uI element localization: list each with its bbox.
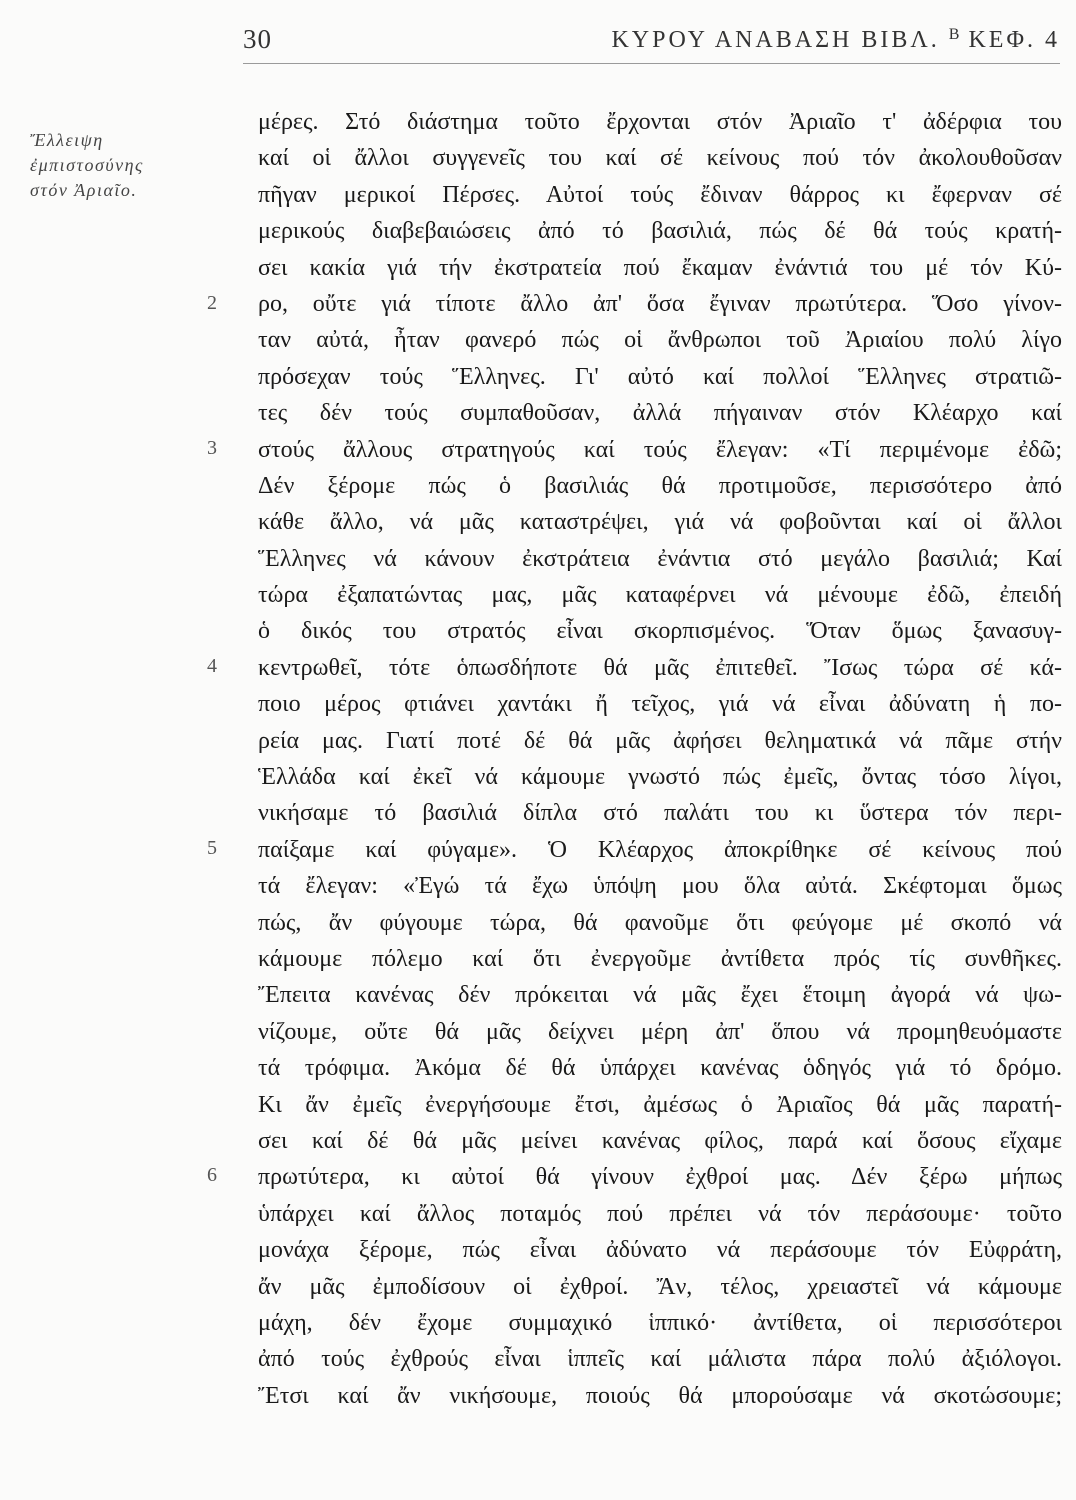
text-line: σει κακία γιά τήν ἐκστρατεία πού ἔκαμαν ἐνάντιά του μέ τόν Κύ- xyxy=(258,254,1062,281)
text-line: καί οἱ ἄλλοι συγγενεῖς του καί σέ κείνους πού τόν ἀκολουθοῦσαν xyxy=(258,145,1062,172)
text-line: ἄν μᾶς ἐμποδίσουν οἱ ἐχθροί. Ἄν, τέλος, χρειαστεῖ νά κάμουμε xyxy=(258,1273,1062,1300)
text-line: πώς, ἄν φύγουμε τώρα, θά φανοῦμε ὅτι φεύγομε μέ σκοπό νά xyxy=(258,909,1062,936)
text-line: στούς ἄλλους στρατηγούς καί τούς ἔλεγαν: «Τί περιμένομε ἐδῶ; xyxy=(258,436,1062,463)
text-line: τά ἔλεγαν: «Ἐγώ τά ἔχω ὑπόψη μου ὅλα αὐτά. Σκέφτομαι ὅμως xyxy=(258,873,1062,900)
text-line: Ἕλληνες νά κάνουν ἐκστράτεια ἐνάντια στό μεγάλο βασιλιά; Καί xyxy=(258,545,1062,572)
margin-note xyxy=(30,128,190,203)
header-rule xyxy=(243,63,1060,64)
page-header xyxy=(0,0,1076,70)
section-number: 2 xyxy=(207,292,217,314)
book-number: B xyxy=(948,26,960,43)
running-title-book: ΚΥΡΟΥ ΑΝΑΒΑΣΗ ΒΙΒΛ. xyxy=(611,27,940,53)
text-line: Δέν ξέρομε πώς ὁ βασιλιάς θά προτιμοῦσε, περισσότερο ἀπό xyxy=(258,472,1062,499)
text-line: πρωτύτερα, κι αὐτοί θά γίνουν ἐχθροί μας. Δέν ξέρω μήπως xyxy=(258,1164,1062,1191)
section-number: 3 xyxy=(207,437,217,459)
running-title-chapter: ΚΕΦ. 4 xyxy=(968,27,1060,53)
text-line: τες δέν τούς συμπαθοῦσαν, ἀλλά πήγαιναν στόν Κλέαρχο καί xyxy=(258,400,1062,427)
text-line: τά τρόφιμα. Ἀκόμα δέ θά ὑπάρχει κανένας ὁδηγός γιά τό δρόμο. xyxy=(258,1055,1062,1082)
text-line: νικήσαμε τό βασιλιά δίπλα στό παλάτι του κι ὕστερα τόν περι- xyxy=(258,800,1062,827)
text-line: μερικούς διαβεβαιώσεις ἀπό τό βασιλιά, πώς δέ θά τούς κρατή- xyxy=(258,218,1062,245)
text-line: κεντρωθεῖ, τότε ὁπωσδήποτε θά μᾶς ἐπιτεθεῖ. Ἴσως τώρα σέ κά- xyxy=(258,654,1062,681)
text-line: ἀπό τούς ἐχθρούς εἶναι ἱππεῖς καί μάλιστα πάρα πολύ ἀξιόλογοι. xyxy=(258,1346,1062,1373)
section-number: 5 xyxy=(207,837,217,859)
text-line: μέρες. Στό διάστημα τοῦτο ἔρχονται στόν Ἀριαῖο τ' ἀδέρφια του xyxy=(258,109,1062,135)
text-line: ταν αὐτά, ἦταν φανερό πώς οἱ ἄνθρωποι τοῦ Ἀριαίου πολύ λίγο xyxy=(258,327,1062,354)
text-line: ρο, οὔτε γιά τίποτε ἄλλο ἀπ' ὅσα ἔγιναν πρωτύτερα. Ὅσο γίνον- xyxy=(258,290,1062,317)
margin-note-line: Ἔλλειψη xyxy=(30,130,104,150)
text-line: μάχη, δέν ἔχομε συμμαχικό ἱππικό· ἀντίθετα, οἱ περισσότεροι xyxy=(258,1309,1062,1336)
text-line: τώρα ἐξαπατώντας μας, μᾶς καταφέρνει νά μένουμε ἐδῶ, ἐπειδή xyxy=(258,582,1062,609)
text-line: μονάχα ξέρομε, πώς εἶναι ἀδύνατο νά περάσουμε τόν Εὐφράτη, xyxy=(258,1237,1062,1264)
text-line: ὑπάρχει καί ἄλλος ποταμός πού πρέπει νά τόν περάσουμε· τοῦτο xyxy=(258,1200,1062,1227)
page-number: 30 xyxy=(243,24,272,54)
text-line: κάθε ἄλλο, νά μᾶς καταστρέψει, γιά νά φοβοῦνται καί οἱ ἄλλοι xyxy=(258,509,1062,536)
text-line: παίξαμε καί φύγαμε». Ὁ Κλέαρχος ἀποκρίθηκε σέ κείνους πού xyxy=(258,836,1062,863)
running-title xyxy=(611,26,1060,54)
section-number: 6 xyxy=(207,1164,217,1186)
text-line: ὁ δικός του στρατός εἶναι σκορπισμένος. Ὅταν ὅμως ξανασυγ- xyxy=(258,618,1062,645)
text-line: σει καί δέ θά μᾶς μείνει κανένας φίλος, παρά καί ὅσους εἴχαμε xyxy=(258,1127,1062,1154)
text-line: κάμουμε πόλεμο καί ὅτι ἐνεργοῦμε ἀντίθετα πρός τίς συνθῆκες. xyxy=(258,945,1062,972)
text-line: Κι ἄν ἐμεῖς ἐνεργήσουμε ἔτσι, ἀμέσως ὁ Ἀριαῖος θά μᾶς παρατή- xyxy=(258,1091,1062,1118)
text-line: ποιο μέρος φτιάνει χαντάκι ἤ τεῖχος, γιά νά εἶναι ἀδύνατη ἡ πο- xyxy=(258,691,1062,718)
text-line: πρόσεχαν τούς Ἕλληνες. Γι' αὐτό καί πολλοί Ἕλληνες στρατιῶ- xyxy=(258,363,1062,390)
text-line: νίζουμε, οὔτε θά μᾶς δείχνει μέρη ἀπ' ὅπου νά προμηθευόμαστε xyxy=(258,1018,1062,1045)
text-line: Ἔτσι καί ἄν νικήσουμε, ποιούς θά μπορούσαμε νά σκοτώσουμε; xyxy=(258,1382,1062,1409)
margin-note-line: ἐμπιστοσύνης xyxy=(30,155,144,175)
text-line: ρεία μας. Γιατί ποτέ δέ θά μᾶς ἀφήσει θεληματικά νά πᾶμε στήν xyxy=(258,727,1062,754)
body-text xyxy=(258,104,1062,1414)
text-line: πῆγαν μερικοί Πέρσες. Αὐτοί τούς ἔδιναν θάρρος κι ἔφερναν σέ xyxy=(258,181,1062,208)
text-line: Ἔπειτα κανένας δέν πρόκειται νά μᾶς ἔχει ἕτοιμη ἀγορά νά ψω- xyxy=(258,982,1062,1009)
text-line: Ἑλλάδα καί ἐκεῖ νά κάμουμε γνωστό πώς ἐμεῖς, ὄντας τόσο λίγοι, xyxy=(258,764,1062,791)
margin-note-line: στόν Ἀριαῖο. xyxy=(30,180,138,200)
section-number: 4 xyxy=(207,655,217,677)
